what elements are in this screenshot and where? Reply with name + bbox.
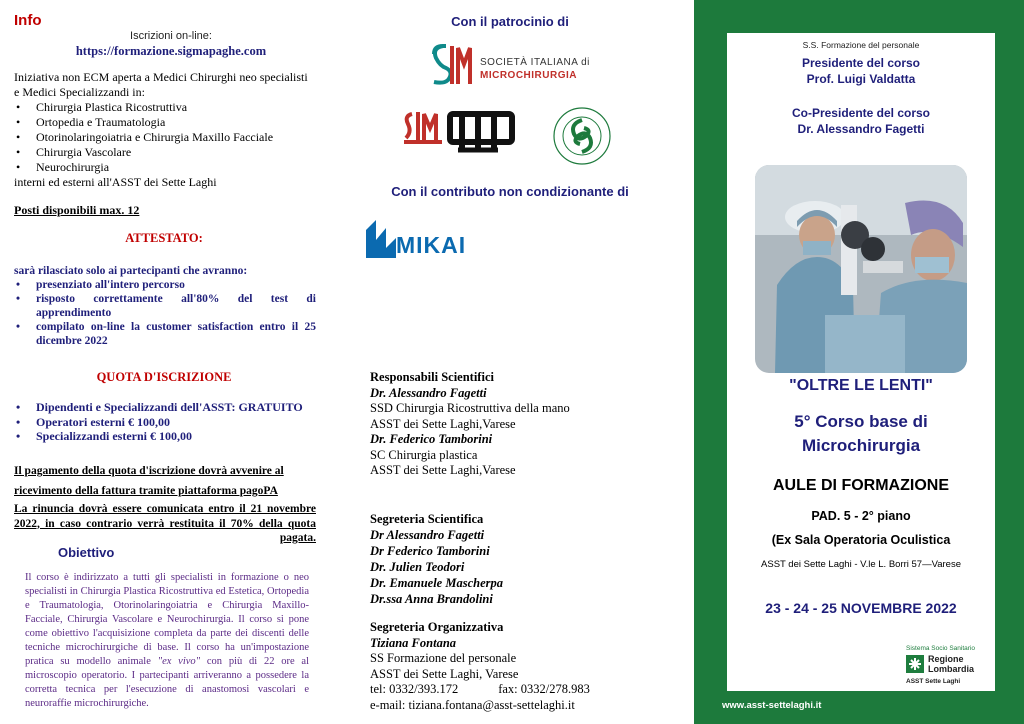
intro-text (14, 70, 328, 190)
attestato-intro: sarà rilasciato solo ai partecipanti che avranno: (14, 265, 248, 277)
course-name-line: Microchirurgia (801, 436, 921, 455)
attestato-list (14, 278, 316, 348)
copresidente-label: Co-Presidente del corso (791, 106, 931, 120)
segreteria-member: Dr. Emanuele Mascherpa (370, 576, 504, 590)
obiettivo-text-part: con più di 22 ore al microscopio operatorio. I partecipanti arriveranno a possedere la corretta tecnica per l'esecuzione di anastomosi vascolari e neuroraffie microchirurgiche. (25, 656, 310, 709)
contact-phone-fax (370, 682, 690, 698)
quota-list (14, 400, 314, 444)
fax: fax: 0332/278.983 (498, 682, 590, 696)
lombardia-word: Lombardia (928, 664, 975, 674)
list-item: • compilato on-line la customer satisfaction entro il 25 dicembre 2022 (14, 320, 316, 348)
responsabile-line: ASST dei Sette Laghi,Varese (370, 416, 516, 431)
segreteria-scientifica-block (370, 511, 680, 607)
mikai-logo (364, 216, 484, 260)
responsabile-name: Dr. Federico Tamborini (370, 432, 493, 446)
specialties-list (14, 100, 328, 175)
ss-formazione: S.S. Formazione del personale (802, 40, 920, 50)
intro-line: Iniziativa non ECM aperta a Medici Chirurghi neo specialisti (14, 70, 308, 84)
segreteria-organizzativa-line: ASST dei Sette Laghi, Varese (370, 666, 519, 681)
university-seal-icon (552, 106, 612, 166)
course-title-quote: "OLTRE LE LENTI" (789, 377, 933, 394)
responsabile-line: ASST dei Sette Laghi,Varese (370, 463, 516, 477)
obiettivo-title: Obiettivo (58, 545, 115, 560)
list-item: • presenziato all'intero percorso (14, 278, 316, 292)
society-logo-icon (402, 104, 520, 156)
presidente-label: Presidente del corso (801, 56, 921, 70)
rinuncia-note: La rinuncia dovrà essere comunicata entro il 21 novembre 2022, in caso contrario verrà restituita il 70% della quota pagata. (14, 503, 316, 544)
course-name-line: 5° Corso base di (794, 412, 928, 431)
segreteria-member: Dr Alessandro Fagetti (370, 528, 485, 542)
regione-word: Regione (928, 654, 964, 664)
copresidente-name: Dr. Alessandro Fagetti (797, 122, 925, 136)
copresidente-block (727, 105, 995, 137)
mikai-logo-text: MIKAI (396, 232, 467, 258)
surgery-photo (755, 165, 967, 373)
pad-location: PAD. 5 - 2° piano (811, 509, 911, 523)
responsabile-name: Dr. Alessandro Fagetti (370, 385, 487, 400)
obiettivo-text-part: Il corso è indirizzato a tutti gli specialisti in formazione o neo specialisti in Chirurgia Plastica Ricostruttiva ed Estetica, Ortopedia e Traumatologia, Otorinolaringoiatria e Chirurgia Maxillo-Facciale, Chirurgia Vascolare e Neurochirurgia. Il corso si pone come obiettivo l'acquisizione completa da parte dei discenti delle tecniche microchirurgiche di base. Il corso ha un'impostazione pratica su modello animale (25, 572, 309, 667)
info-title: Info (14, 12, 42, 29)
patrocinio-title: Con il patrocinio di (451, 14, 569, 29)
aule-formazione: AULE DI FORMAZIONE (773, 477, 949, 494)
contributo-title: Con il contributo non condizionante di (391, 184, 629, 199)
course-name (727, 410, 995, 458)
venue-address: ASST dei Sette Laghi - V.le L. Borri 57—Varese (761, 559, 961, 570)
responsabile-line: SC Chirurgia plastica (370, 447, 478, 462)
course-dates: 23 - 24 - 25 NOVEMBRE 2022 (765, 600, 957, 616)
sistema-socio-sanitario: Sistema Socio Sanitario (906, 645, 976, 652)
responsabili-title: Responsabili Scientifici (370, 370, 494, 384)
regione-lombardia-rose-icon (906, 655, 924, 673)
responsabile-line: SSD Chirurgia Ricostruttiva della mano (370, 401, 570, 415)
sim-logo-mark-icon (428, 42, 478, 88)
mikai-mark-icon (364, 216, 400, 260)
segreteria-organizzativa-name: Tiziana Fontana (370, 635, 457, 650)
segreteria-member: Dr.ssa Anna Brandolini (370, 592, 493, 606)
presidente-block (727, 55, 995, 87)
posti-disponibili: Posti disponibili max. 12 (14, 203, 140, 217)
obiettivo-text (25, 571, 309, 711)
list-item: • Chirurgia Plastica Ricostruttiva (14, 100, 328, 115)
segreteria-member: Dr Federico Tamborini (370, 544, 490, 558)
sim-logo-line1: SOCIETÀ ITALIANA di (480, 57, 590, 68)
list-item: • risposto correttamente all'80% del test di apprendimento (14, 292, 316, 320)
internal-external: interni ed esterni all'ASST dei Sette Laghi (14, 175, 217, 189)
list-item: • Dipendenti e Specializzandi dell'ASST: GRATUITO (14, 400, 314, 415)
email-link[interactable]: e-mail: tiziana.fontana@asst-settelaghi.it (370, 697, 575, 712)
intro-line: e Medici Specializzandi in: (14, 85, 145, 99)
website-link[interactable]: www.asst-settelaghi.it (722, 700, 822, 711)
segreteria-organizzativa-line: SS Formazione del personale (370, 651, 517, 665)
list-item: • Neurochirurgia (14, 160, 328, 175)
iscrizioni-link[interactable]: https://formazione.sigmapaghe.com (75, 44, 267, 58)
segreteria-member: Dr. Julien Teodori (370, 560, 465, 574)
segreteria-organizzativa-block (370, 620, 690, 713)
attestato-title: ATTESTATO: (125, 231, 203, 245)
sim-logo-line2: MICROCHIRURGIA (480, 70, 577, 81)
attestato-block (14, 264, 316, 348)
responsabili-block (370, 370, 680, 479)
list-item: • Operatori esterni € 100,00 (14, 415, 314, 430)
ex-sala-location: (Ex Sala Operatoria Oculistica (771, 533, 951, 547)
segreteria-scientifica-title: Segreteria Scientifica (370, 512, 484, 526)
list-item: • Specializzandi esterni € 100,00 (14, 429, 314, 444)
segreteria-organizzativa-title: Segreteria Organizzativa (370, 620, 504, 634)
regione-lombardia-text (928, 654, 974, 674)
asst-sette-laghi-small: ASST Sette Laghi (906, 678, 961, 685)
quota-block (14, 400, 314, 444)
presidente-name: Prof. Luigi Valdatta (806, 72, 916, 86)
list-item: • Chirurgia Vascolare (14, 145, 328, 160)
list-item: • Otorinolaringoiatria e Chirurgia Maxillo Facciale (14, 130, 328, 145)
obiettivo-text-italic: "ex vivo" (157, 656, 201, 667)
sim-logo (428, 42, 598, 88)
pagamento-note: Il pagamento della quota d'iscrizione dovrà avvenire al ricevimento della fattura tramite piattaforma pagoPA (14, 465, 284, 497)
quota-title: QUOTA D'ISCRIZIONE (96, 370, 232, 384)
telephone: tel: 0332/393.172 (370, 682, 459, 696)
iscrizioni-label: Iscrizioni on-line: (130, 30, 212, 42)
list-item: • Ortopedia e Traumatologia (14, 115, 328, 130)
